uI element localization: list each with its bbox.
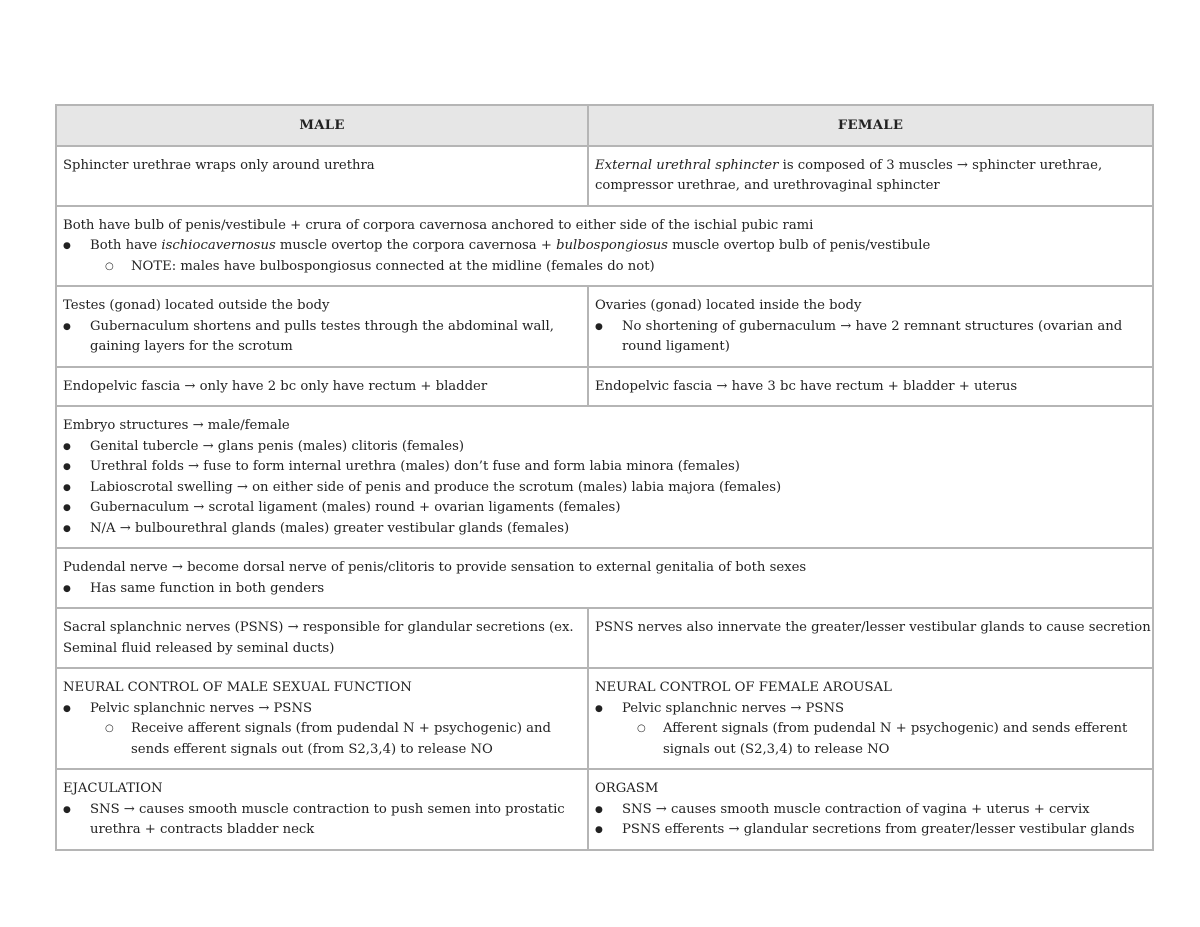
table-row bbox=[56, 668, 1153, 769]
table-row bbox=[56, 367, 1153, 407]
bullet-list bbox=[595, 699, 1146, 761]
fascia-male-cell: Endopelvic fascia → only have 2 bc only have rectum + bladder bbox=[56, 367, 588, 407]
sub-bullet-list bbox=[90, 719, 581, 760]
section-title: NEURAL CONTROL OF MALE SEXUAL FUNCTION bbox=[63, 680, 412, 695]
list-item: ● No shortening of gubernaculum → have 2 remnant structures (ovarian and round ligament) bbox=[595, 317, 1146, 358]
list-item: ● Genital tubercle → glans penis (males) clitoris (females) bbox=[63, 437, 1146, 458]
cell-text: Ovaries (gonad) located inside the body bbox=[595, 298, 862, 313]
cell-text: Pelvic splanchnic nerves → PSNS bbox=[90, 700, 313, 716]
neural-female-cell bbox=[588, 668, 1153, 769]
ejaculation-cell bbox=[56, 769, 588, 850]
cell-text: Embryo structures → male/female bbox=[63, 418, 290, 433]
pudendal-shared-cell bbox=[56, 548, 1153, 608]
table-row bbox=[56, 286, 1153, 367]
gonad-female-cell bbox=[588, 286, 1153, 367]
table-row bbox=[56, 206, 1153, 287]
list-item: ○ NOTE: males have bulbospongiosus connected at the midline (females do not) bbox=[90, 257, 1146, 278]
list-item bbox=[63, 236, 1146, 277]
cell-text: Sphincter urethrae wraps only around urethra bbox=[63, 157, 375, 173]
embryo-shared-cell bbox=[56, 406, 1153, 548]
table-row bbox=[56, 146, 1153, 206]
cell-text: Both have bbox=[90, 238, 162, 253]
list-item: ● Labioscrotal swelling → on either side of penis and produce the scrotum (males) labia majora (females) bbox=[63, 478, 1146, 499]
table-row bbox=[56, 769, 1153, 850]
bullet-list bbox=[63, 317, 581, 358]
list-item: ● Gubernaculum → scrotal ligament (males) round + ovarian ligaments (females) bbox=[63, 498, 1146, 519]
list-item: ● SNS → causes smooth muscle contraction of vagina + uterus + cervix bbox=[595, 800, 1146, 821]
table-row bbox=[56, 608, 1153, 668]
cell-text: is composed of 3 muscles → sphincter urethrae, compressor urethrae, and urethrovaginal sphincter bbox=[595, 157, 1103, 193]
bullet-list bbox=[63, 800, 581, 841]
fascia-female-cell: Endopelvic fascia → have 3 bc have rectum + bladder + uterus bbox=[588, 367, 1153, 407]
list-item: ● Has same function in both genders bbox=[63, 579, 1146, 600]
bullet-list bbox=[595, 317, 1146, 358]
sub-bullet-list bbox=[622, 719, 1146, 760]
splanchnic-female-cell: PSNS nerves also innervate the greater/lesser vestibular glands to cause secretion bbox=[588, 608, 1153, 668]
bullet-list bbox=[595, 800, 1146, 841]
italic-term: bulbospongiosus bbox=[556, 238, 668, 253]
cell-text: Pelvic splanchnic nerves → PSNS bbox=[622, 700, 845, 716]
sphincter-male-cell bbox=[56, 146, 588, 206]
list-item: ○ Receive afferent signals (from pudendal N + psychogenic) and sends efferent signals out (from S2,3,4) to release NO bbox=[90, 719, 581, 760]
list-item: ● SNS → causes smooth muscle contraction to push semen into prostatic urethra + contracts bladder neck bbox=[63, 800, 581, 841]
section-title: EJACULATION bbox=[63, 781, 163, 796]
sub-bullet-list bbox=[90, 257, 1146, 278]
list-item bbox=[63, 699, 581, 761]
document-page bbox=[55, 104, 1152, 851]
list-item: ● Urethral folds → fuse to form internal urethra (males) don’t fuse and form labia minora (females) bbox=[63, 457, 1146, 478]
cell-text: muscle overtop bulb of penis/vestibule bbox=[667, 238, 931, 253]
list-item: ● Gubernaculum shortens and pulls testes through the abdominal wall, gaining layers for the scrotum bbox=[63, 317, 581, 358]
italic-term: External urethral sphincter bbox=[595, 157, 779, 173]
bullet-list bbox=[63, 579, 1146, 600]
section-title: ORGASM bbox=[595, 781, 659, 796]
female-column-header: FEMALE bbox=[588, 105, 1153, 146]
italic-term: ischiocavernosus bbox=[161, 238, 276, 253]
cell-text: Pudendal nerve → become dorsal nerve of penis/clitoris to provide sensation to external genitalia of both sexes bbox=[63, 560, 807, 575]
cell-text: Both have bulb of penis/vestibule + crura of corpora cavernosa anchored to either side of the ischial pubic rami bbox=[63, 217, 814, 233]
section-title: NEURAL CONTROL OF FEMALE AROUSAL bbox=[595, 680, 892, 695]
list-item: ○ Afferent signals (from pudendal N + psychogenic) and sends efferent signals out (S2,3,4) to release NO bbox=[622, 719, 1146, 760]
splanchnic-male-cell: Sacral splanchnic nerves (PSNS) → responsible for glandular secretions (ex. Seminal fluid released by seminal ducts) bbox=[56, 608, 588, 668]
list-item: ● N/A → bulbourethral glands (males) greater vestibular glands (females) bbox=[63, 519, 1146, 540]
table-row bbox=[56, 406, 1153, 548]
orgasm-cell bbox=[588, 769, 1153, 850]
sphincter-female-cell bbox=[588, 146, 1153, 206]
male-column-header: MALE bbox=[56, 105, 588, 146]
table-row bbox=[56, 548, 1153, 608]
gonad-male-cell bbox=[56, 286, 588, 367]
bullet-list bbox=[63, 236, 1146, 277]
comparison-table bbox=[55, 104, 1154, 851]
bullet-list bbox=[63, 699, 581, 761]
list-item bbox=[595, 699, 1146, 761]
bullet-list bbox=[63, 437, 1146, 540]
cell-text: Testes (gonad) located outside the body bbox=[63, 298, 330, 313]
bulb-shared-cell bbox=[56, 206, 1153, 287]
cell-text: muscle overtop the corpora cavernosa + bbox=[275, 238, 557, 253]
header-row bbox=[56, 105, 1153, 146]
list-item: ● PSNS efferents → glandular secretions from greater/lesser vestibular glands bbox=[595, 820, 1146, 841]
neural-male-cell bbox=[56, 668, 588, 769]
